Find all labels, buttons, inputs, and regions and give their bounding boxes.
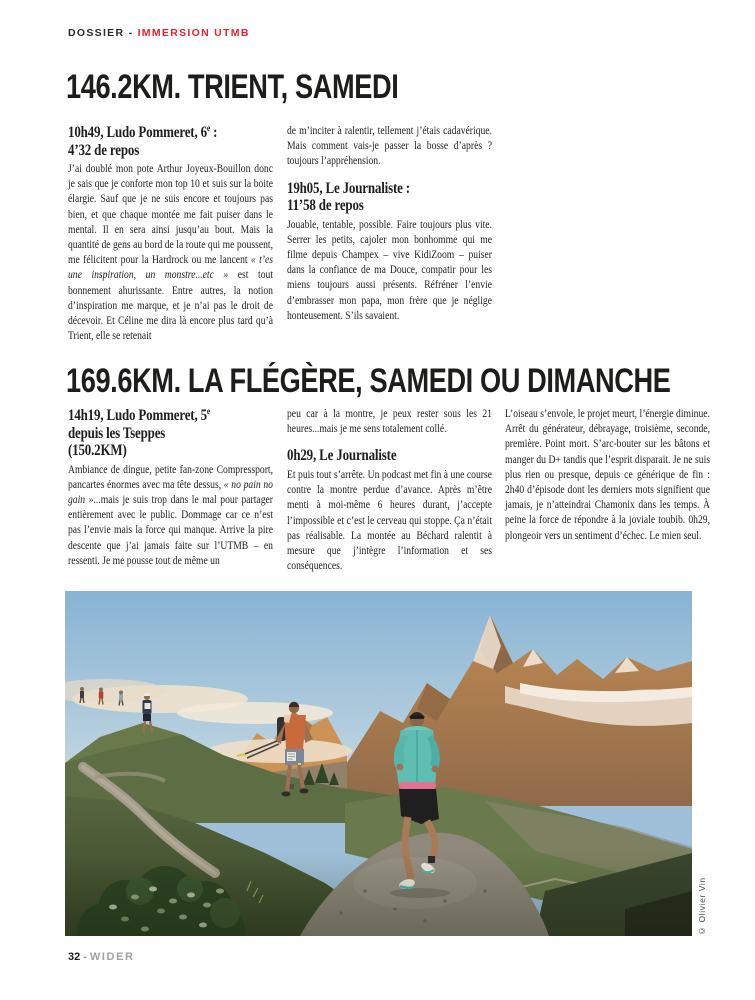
kicker	[68, 27, 250, 39]
page-number: 32	[68, 951, 81, 963]
section-title-trient: 146.2KM. TRIENT, SAMEDI	[66, 68, 399, 106]
magazine-name: WIDER	[89, 951, 135, 963]
text-column	[68, 124, 273, 354]
column-heading: 14h19, Ludo Pommeret, 5e depuis les Tseppes (150.2KM)	[68, 405, 211, 459]
photo-illustration	[65, 591, 692, 936]
text-column	[287, 407, 492, 584]
text-column	[505, 407, 710, 554]
column-paragraph: de m’inciter à ralentir, tellement j’étais cadavérique. Mais comment vais-je passer la bosse d’après ? toujours l’appréhension.	[287, 125, 492, 168]
column-paragraph: Jouable, tentable, possible. Faire toujours plus vite. Serrer les petits, cajoler mon bonhomme qui me filme depuis Champex – vive KidiZoom – puiser dans la confiance de ma Douce, compatir pour les miens toujours aussi présents. Réfréner l’envie d’embrasser mon papa, mon frère que je néglige honteusement. S’ils savaient.	[287, 218, 492, 322]
section-title-flegere: 169.6KM. LA FLÉGÈRE, SAMEDI OU DIMANCHE	[66, 362, 671, 400]
page-footer	[68, 951, 135, 963]
photo-credit: © Olivier Vin	[697, 877, 707, 936]
column-paragraph: peu car à la montre, je peux rester sous les 21 heures...mais je me sens totalement collé.	[287, 408, 492, 436]
kicker-highlight: IMMERSION UTMB	[137, 27, 250, 39]
column-heading: 0h29, Le Journaliste	[287, 447, 397, 465]
column-paragraph: L’oiseau s’envole, le projet meurt, l’énergie diminue. Arrêt du générateur, débrayage, troisième, seconde, première. Point mort. S’arc-bouter sur les bâtons et manger du D+ tandis que l’esprit disparait. Je ne suis plus rien ou presque, depuis ce générique de fin : 2h40 d’épisode dont les derniers mots signifient que jamais, je n’atteindrai Chamonix dans les temps. À peine la force de répondre à la joviale toubib. 0h29, plongeoir vers un sentiment d’échec. Le mien seul.	[505, 408, 710, 542]
column-paragraph: Ambiance de dingue, petite fan-zone Compressport, pancartes énormes avec ma tête dessus, « no pain no gain »...mais je suis trop dans le mal pour partager entièrement avec le public. Dommage car ce n’est pas l’envie mais la force qui manque. Arrive la pire descente que j’ai jamais faite sur l’UTMB – en ressenti. Je me pousse tout de même un	[68, 463, 274, 567]
column-heading: 19h05, Le Journaliste : 11’58 de repos	[287, 179, 410, 215]
column-paragraph: Et puis tout s’arrête. Un podcast met fin à une course contre la montre perdue d’avance. Après m’être menti à moi-même 6 heures durant, j’accepte l’impossible et c’est le cerveau qui stoppe. Ça n’était pas réalisable. La montée au Béchard ralentit à mesure que j’intègre l’information et ses conséquences.	[287, 468, 492, 573]
column-heading: 10h49, Ludo Pommeret, 6e : 4’32 de repos	[68, 122, 218, 159]
photo-trail-runners	[65, 591, 692, 936]
kicker-prefix: DOSSIER -	[68, 27, 138, 39]
footer-separator: -	[83, 951, 87, 963]
text-column	[287, 124, 492, 334]
column-paragraph: J’ai doublé mon pote Arthur Joyeux-Bouillon donc je sais que je conforte mon top 10 et suis sur la boite élargie. Sauf que je ne suis encore et toujours pas bien, et que chaque montée me fait puiser dans le mental. Il en sera ainsi jusqu’au bout. Mais la quantité de gens au bord de la route qui me poussent, me félicitent pour la Hardrock ou me lancent « t’es une inspiration, un monstre...etc » est tout bonnement ahurissante. Entre autres, la notion d’inspiration me marque, et je n’ai pas le droit de décevoir. Et Céline me dira là encore plus tard qu’à Trient, elle se retenait	[68, 163, 273, 343]
text-column	[68, 407, 273, 579]
